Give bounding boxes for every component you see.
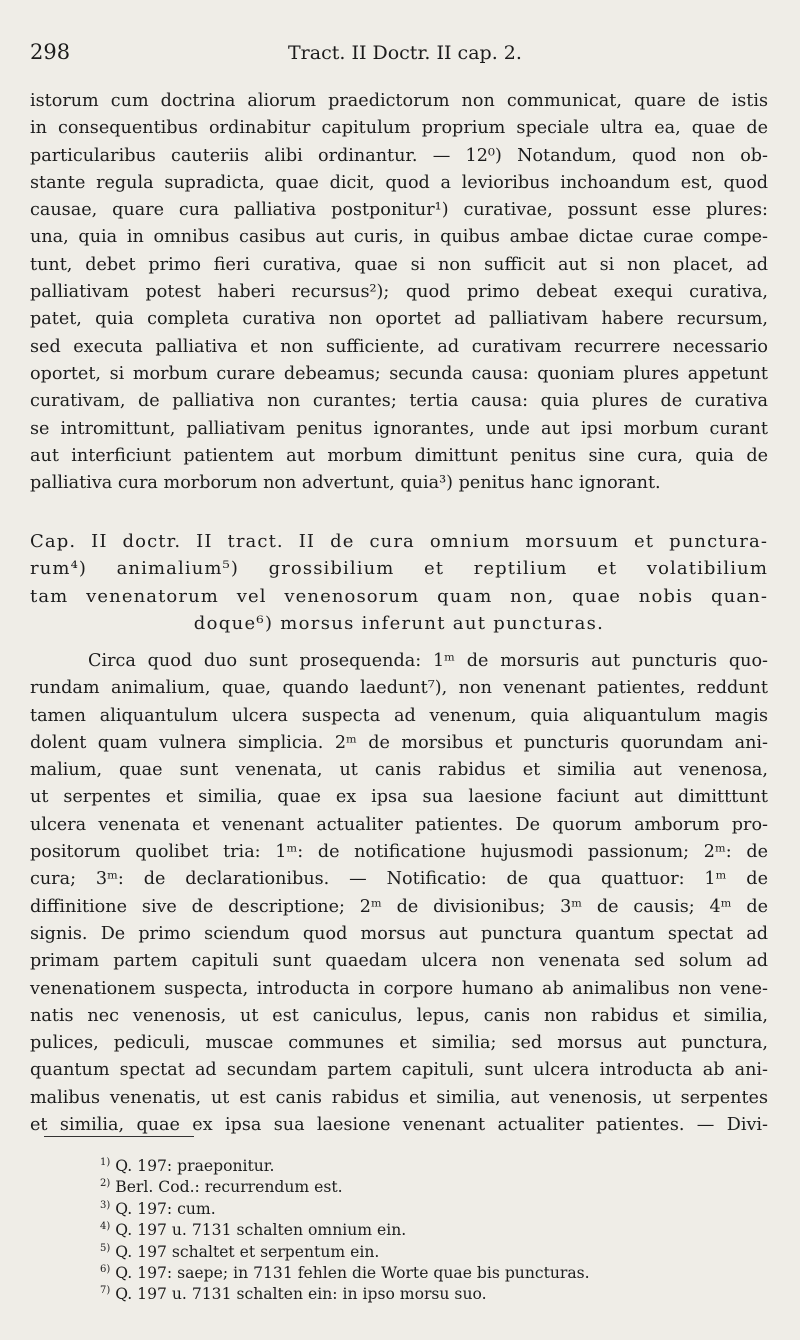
text-line: signis. De primo sciendum quod morsus aut punctura quantum spectat ad	[30, 923, 768, 944]
text-line: et similia, quae ex ipsa sua laesione venenant actualiter patientes. — Divi-	[30, 1115, 768, 1136]
text-line: malium, quae sunt venenata, ut canis rabidus et similia aut venenosa,	[30, 760, 768, 781]
text-line: pulices, pediculi, muscae communes et similia; sed morsus aut punctura,	[30, 1033, 768, 1054]
text-line: rundam animalium, quae, quando laedunt⁷), non venenant patientes, reddunt	[30, 678, 768, 699]
text-line: curativam, de palliativa non curantes; tertia causa: quia plures de curativa	[30, 391, 768, 412]
text-line: in consequentibus ordinabitur capitulum proprium speciale ultra ea, quae de	[30, 118, 768, 139]
text-line: se intromittunt, palliativam penitus ignorantes, unde aut ipsi morbum curant	[30, 418, 768, 439]
text-line: sed executa palliativa et non sufficiente, ad curativam recurrere necessario	[30, 336, 768, 357]
running-title: Tract. II Doctr. II cap. 2.	[288, 42, 522, 64]
text-line: ut serpentes et similia, quae ex ipsa sua laesione faciunt aut dimitttunt	[30, 787, 768, 808]
text-line: particularibus cauteriis alibi ordinantur. — 12⁰) Notandum, quod non ob-	[30, 145, 768, 166]
footnote-mark: 1)	[100, 1156, 111, 1168]
page-header	[30, 40, 770, 70]
footnote	[100, 1284, 740, 1305]
text-line: diffinitione sive de descriptione; 2ᵐ de divisionibus; 3ᵐ de causis; 4ᵐ de	[30, 896, 768, 917]
text-line: una, quia in omnibus casibus aut curis, in quibus ambae dictae curae compe-	[30, 227, 768, 248]
text-line: stante regula supradicta, quae dicit, quod a levioribus inchoandum est, quod	[30, 172, 768, 193]
text-line: palliativam potest haberi recursus²); quod primo debeat exequi curativa,	[30, 282, 768, 303]
chapter-heading	[30, 528, 768, 637]
footnote-text: Q. 197: cum.	[115, 1199, 216, 1218]
footnote	[100, 1220, 740, 1241]
footnotes	[100, 1156, 740, 1306]
heading-line: tam venenatorum vel venenosorum quam non, quae nobis quan-	[30, 585, 768, 607]
footnote-mark: 6)	[100, 1263, 111, 1275]
text-line: palliativa cura morborum non advertunt, quia³) penitus hanc ignorant.	[30, 473, 661, 494]
text-line: dolent quam vulnera simplicia. 2ᵐ de morsibus et puncturis quorundam ani-	[30, 732, 768, 753]
footnote-text: Q. 197 u. 7131 schalten ein: in ipso morsu suo.	[115, 1285, 487, 1304]
footnote	[100, 1263, 740, 1284]
text-line: Circa quod duo sunt prosequenda: 1ᵐ de morsuris aut puncturis quo-	[88, 651, 768, 671]
heading-line: doque⁶) morsus inferunt aut puncturas.	[193, 612, 605, 634]
text-line: ulcera venenata et venenant actualiter patientes. De quorum amborum pro-	[30, 814, 768, 835]
footnote	[100, 1156, 740, 1177]
paragraph-1	[30, 88, 768, 497]
page-number: 298	[30, 40, 71, 64]
footnote-mark: 5)	[100, 1242, 111, 1254]
footnote	[100, 1177, 740, 1198]
text-line: quantum spectat ad secundam partem capituli, sunt ulcera introducta ab ani-	[30, 1060, 768, 1081]
text-line: primam partem capituli sunt quaedam ulcera non venenata sed solum ad	[30, 951, 768, 972]
footnote-text: Berl. Cod.: recurrendum est.	[115, 1178, 343, 1197]
text-line: venenationem suspecta, introducta in corpore humano ab animalibus non vene-	[30, 978, 768, 999]
text-line: cura; 3ᵐ: de declarationibus. — Notificatio: de qua quattuor: 1ᵐ de	[30, 869, 768, 890]
footnote-rule	[44, 1136, 194, 1137]
paragraph-2	[30, 648, 768, 1139]
text-line: tamen aliquantulum ulcera suspecta ad venenum, quia aliquantulum magis	[30, 705, 768, 726]
text-line: positorum quolibet tria: 1ᵐ: de notificatione hujusmodi passionum; 2ᵐ: de	[30, 842, 768, 863]
text-line: patet, quia completa curativa non oportet ad palliativam habere recursum,	[30, 309, 768, 330]
text-line: aut interficiunt patientem aut morbum dimittunt penitus sine cura, quia de	[30, 445, 768, 466]
text-line: natis nec venenosis, ut est caniculus, lepus, canis non rabidus et similia,	[30, 1005, 768, 1026]
footnote-mark: 7)	[100, 1285, 111, 1297]
footnote-text: Q. 197: praeponitur.	[115, 1157, 275, 1175]
heading-line: Cap. II doctr. II tract. II de cura omnium morsuum et punctura-	[30, 531, 768, 552]
footnote-mark: 2)	[100, 1178, 111, 1190]
text-line: oportet, si morbum curare debeamus; secunda causa: quoniam plures appetunt	[30, 363, 768, 384]
footnote	[100, 1199, 740, 1220]
heading-line: rum⁴) animalium⁵) grossibilium et reptilium et volatibilium	[30, 558, 768, 580]
text-line: causae, quare cura palliativa postponitur¹) curativae, possunt esse plures:	[30, 200, 768, 221]
footnote-text: Q. 197 u. 7131 schalten omnium ein.	[115, 1221, 407, 1240]
text-line: istorum cum doctrina aliorum praedictorum non communicat, quare de istis	[30, 91, 768, 111]
text-line: tunt, debet primo fieri curativa, quae si non sufficit aut si non placet, ad	[30, 254, 768, 275]
footnote-text: Q. 197: saepe; in 7131 fehlen die Worte quae bis puncturas.	[115, 1264, 590, 1283]
footnote-mark: 4)	[100, 1221, 111, 1233]
text-line: malibus venenatis, ut est canis rabidus et similia, aut venenosis, ut serpentes	[30, 1087, 768, 1108]
footnote-mark: 3)	[100, 1199, 111, 1211]
footnote-text: Q. 197 schaltet et serpentum ein.	[115, 1242, 380, 1261]
footnote	[100, 1242, 740, 1263]
